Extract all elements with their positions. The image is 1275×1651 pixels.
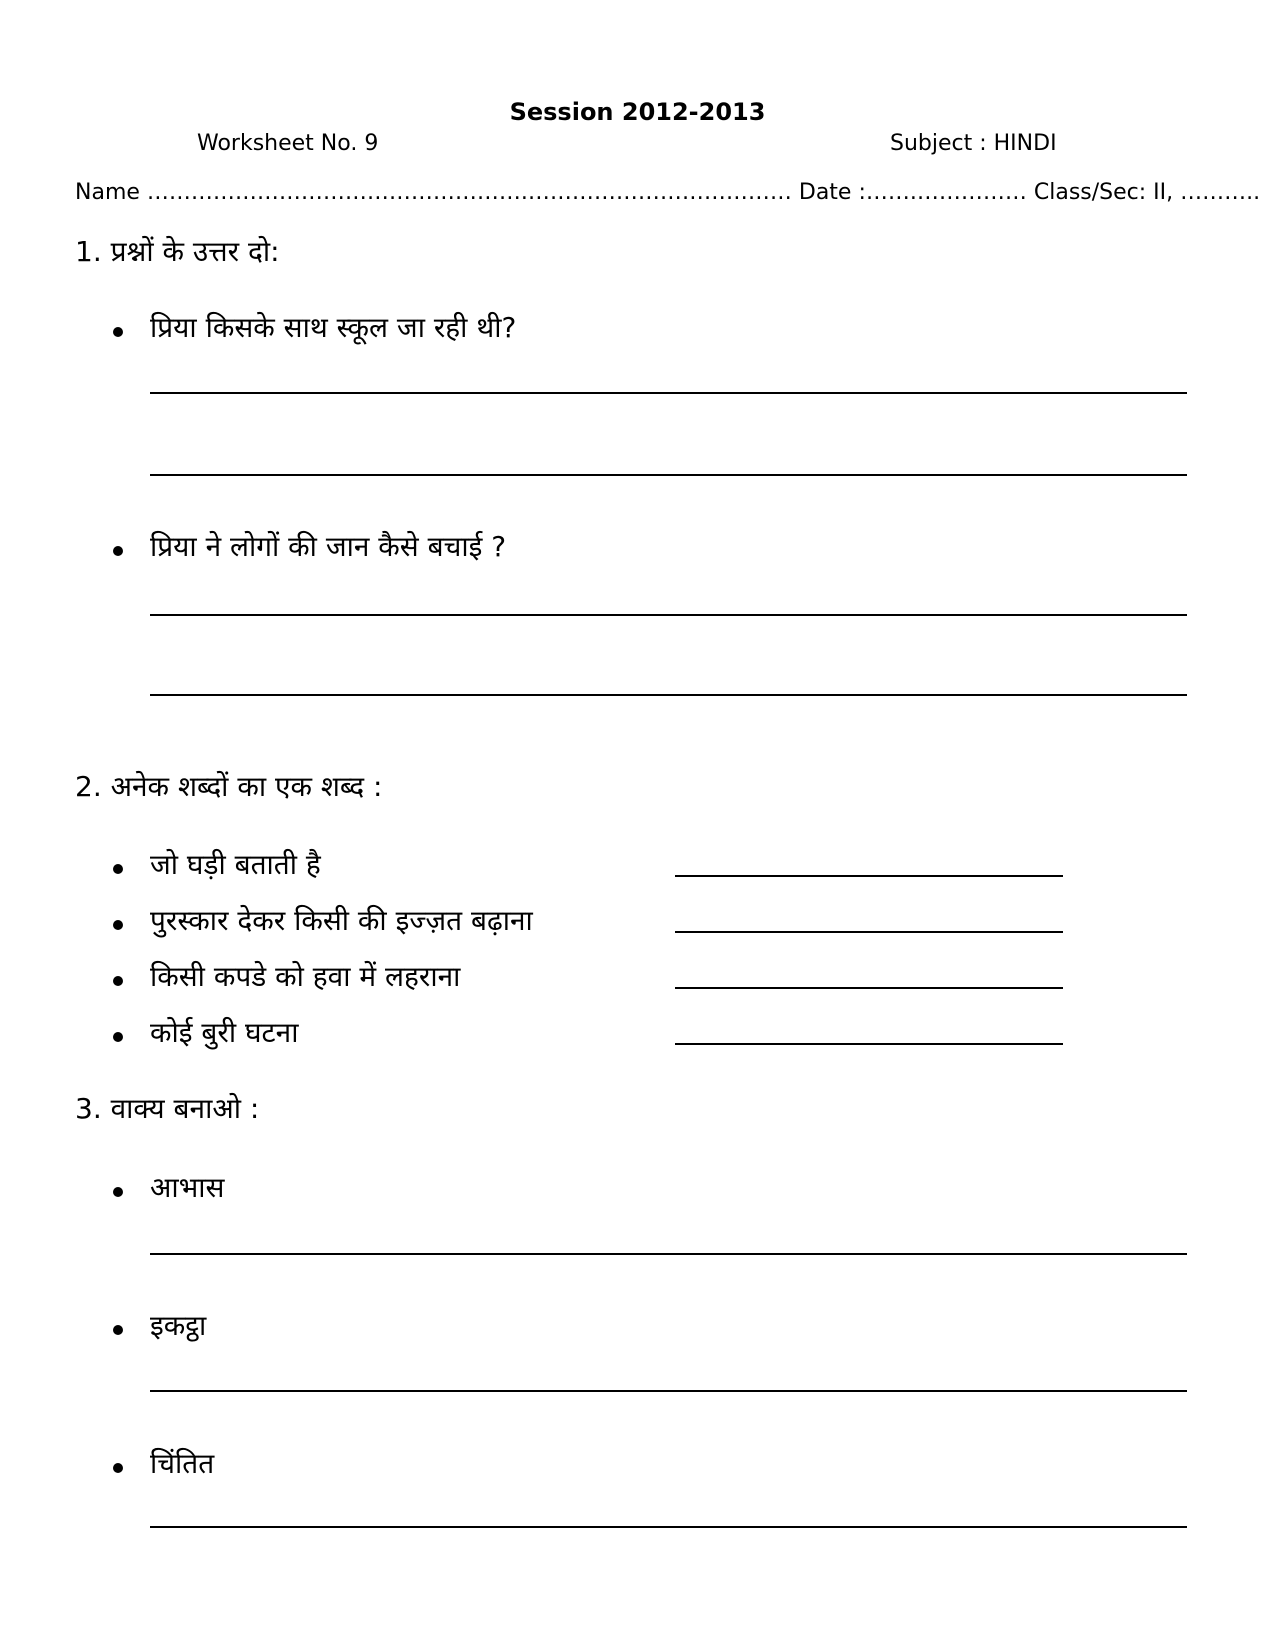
question-1: प्रिया किसके साथ स्कूल जा रही थी? [150,311,517,344]
one-word-answer-line[interactable] [675,931,1063,933]
question-2: प्रिया ने लोगों की जान कैसे बचाई ? [150,530,507,563]
bullet-icon [113,1463,123,1473]
sentence-answer-line[interactable] [150,1526,1187,1528]
bullet-icon [113,546,123,556]
one-word-answer-line[interactable] [675,1043,1063,1045]
bullet-icon [113,976,123,986]
section-1-heading: 1. प्रश्नों के उत्तर दो: [75,235,280,268]
phrase-item-4: कोई बुरी घटना [150,1016,299,1049]
worksheet-number: Worksheet No. 9 [197,131,379,156]
phrase-item-1: जो घड़ी बताती है [150,848,321,881]
bullet-icon [113,864,123,874]
session-title: Session 2012-2013 [509,98,766,126]
answer-line[interactable] [150,392,1187,394]
bullet-icon [113,1032,123,1042]
sentence-answer-line[interactable] [150,1253,1187,1255]
bullet-icon [113,920,123,930]
one-word-answer-line[interactable] [675,875,1063,877]
subject-label: Subject : HINDI [890,131,1057,156]
phrase-item-2: पुरस्कार देकर किसी की इज्ज़त बढ़ाना [150,904,533,937]
phrase-item-3: किसी कपडे को हवा में लहराना [150,960,461,993]
word-item-3: चिंतित [150,1447,215,1480]
one-word-answer-line[interactable] [675,987,1063,989]
section-2-heading: 2. अनेक शब्दों का एक शब्द : [75,770,383,803]
student-info-line: Name …………………………………………….……………………………… Date :…….…………… Class/Sec: II, ……….. [75,180,1261,205]
answer-line[interactable] [150,694,1187,696]
bullet-icon [113,327,123,337]
word-item-2: इकट्ठा [150,1309,207,1342]
word-item-1: आभास [150,1171,225,1204]
sentence-answer-line[interactable] [150,1390,1187,1392]
answer-line[interactable] [150,614,1187,616]
bullet-icon [113,1187,123,1197]
bullet-icon [113,1325,123,1335]
answer-line[interactable] [150,474,1187,476]
section-3-heading: 3. वाक्य बनाओ : [75,1092,260,1125]
